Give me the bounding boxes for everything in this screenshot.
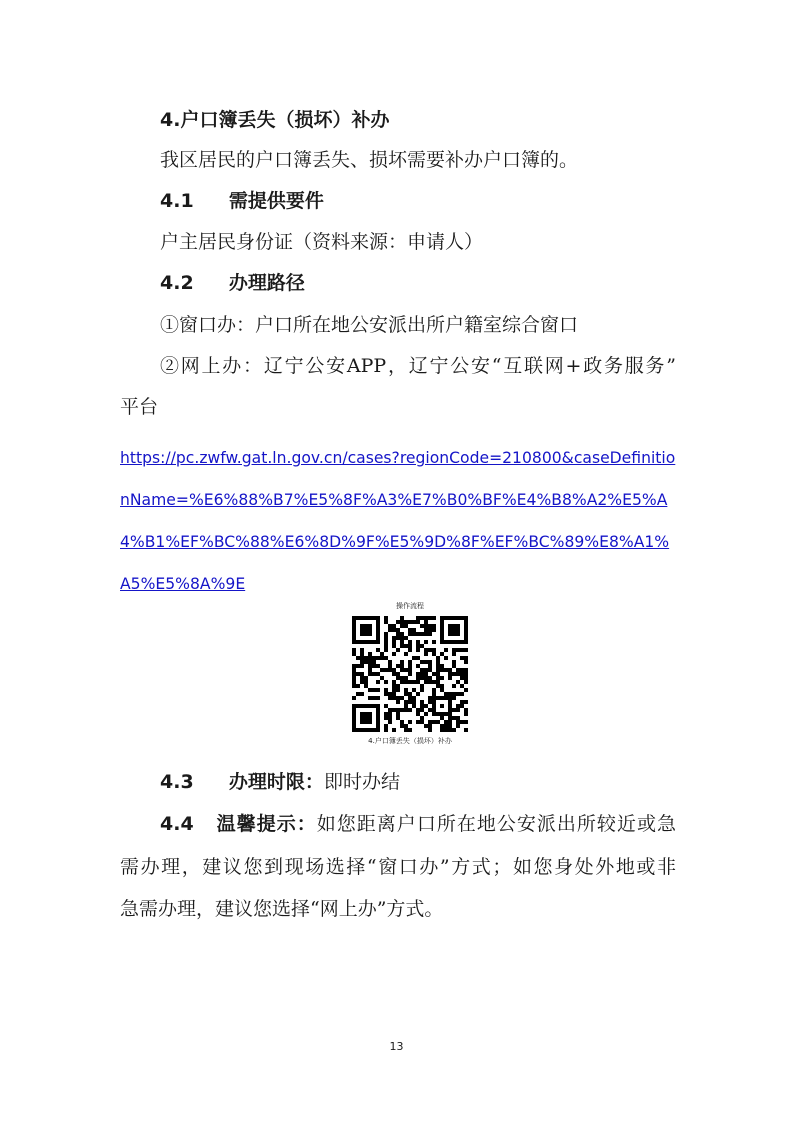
path-item-window: ①窗口办：户口所在地公安派出所户籍室综合窗口 <box>160 314 579 336</box>
tip-text-1: 如您距离户口所在地公安派出所较近或急 <box>316 813 676 835</box>
heading-4-3 <box>160 768 400 796</box>
time-limit-text: 即时办结 <box>323 771 400 793</box>
path-item-online-line1: ②网上办：辽宁公安APP，辽宁公安“互联网+政务服务” <box>160 355 676 377</box>
online-service-link[interactable]: https://pc.zwfw.gat.ln.gov.cn/cases?regionCode=210800&caseDefinitionName=%E6%88%B7%E5%8F%A3%E7%B0%BF%E4%B8%A2%E5%A4%B1%EF%BC%88%E6%8D%9F%E5%9D%8F%EF%BC%89%E8%A1%A5%E5%8A%9E <box>120 449 676 593</box>
heading-4-1 <box>160 187 324 215</box>
intro-paragraph: 我区居民的户口簿丢失、损坏需要补办户口簿的。 <box>160 149 579 171</box>
qr-title: 操作流程 <box>396 602 424 610</box>
heading-4-4-number: 4.4 <box>160 813 194 835</box>
heading-4-3-label: 办理时限： <box>228 771 324 793</box>
requirements-text: 户主居民身份证（资料来源：申请人） <box>160 231 484 253</box>
heading-4-2 <box>160 269 305 297</box>
heading-4-2-title: 办理路径 <box>228 272 305 294</box>
tip-line-2: 需办理，建议您到现场选择“窗口办”方式；如您身处外地或非 <box>120 856 676 878</box>
tip-line-3: 急需办理，建议您选择“网上办”方式。 <box>120 898 444 920</box>
heading-4-3-number: 4.3 <box>160 771 194 793</box>
tip-line-1 <box>160 810 676 838</box>
heading-4-4-label: 温馨提示： <box>215 813 317 835</box>
heading-4-1-number: 4.1 <box>160 190 194 212</box>
qr-caption: 4.户口簿丢失（损坏）补办 <box>368 737 452 745</box>
heading-4-1-title: 需提供要件 <box>228 190 324 212</box>
qr-code-image[interactable] <box>352 616 468 732</box>
path-item-online-line2: 平台 <box>120 396 159 418</box>
section-title: 4.户口簿丢失（损坏）补办 <box>160 109 390 131</box>
qr-code-block <box>335 600 485 747</box>
page-number: 13 <box>389 1040 404 1053</box>
heading-4-2-number: 4.2 <box>160 272 194 294</box>
